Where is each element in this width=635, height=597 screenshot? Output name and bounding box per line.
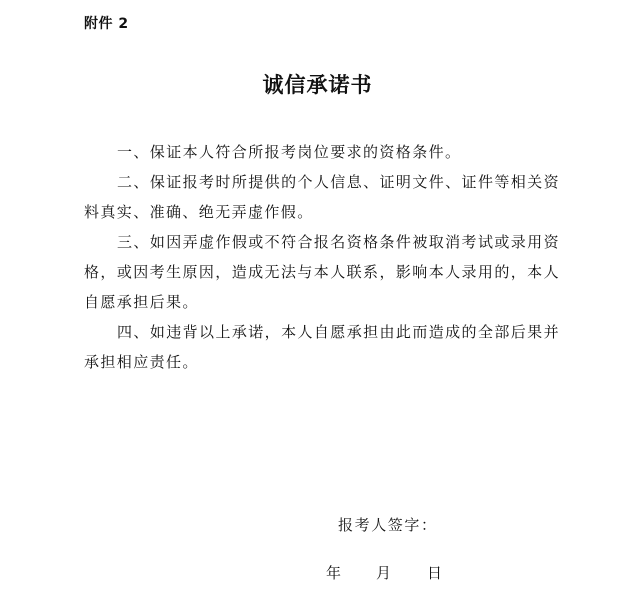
commitment-body — [84, 137, 560, 377]
date-year-label: 年 — [326, 564, 342, 582]
signature-label: 报考人签字： — [338, 516, 438, 534]
date-month-label: 月 — [376, 564, 392, 582]
document-title: 诚信承诺书 — [262, 73, 373, 97]
date-day-label: 日 — [427, 564, 443, 582]
commitment-item-4: 四、如违背以上承诺，本人自愿承担由此而造成的全部后果并承担相应责任。 — [84, 323, 560, 371]
attachment-label: 附件 2 — [84, 16, 129, 32]
commitment-item-2: 二、保证报考时所提供的个人信息、证明文件、证件等相关资料真实、准确、绝无弄虚作假。 — [84, 173, 560, 221]
commitment-item-1: 一、保证本人符合所报考岗位要求的资格条件。 — [117, 143, 462, 161]
commitment-item-3: 三、如因弄虚作假或不符合报名资格条件被取消考试或录用资格，或因考生原因，造成无法与本人联系，影响本人录用的，本人自愿承担后果。 — [84, 233, 560, 311]
